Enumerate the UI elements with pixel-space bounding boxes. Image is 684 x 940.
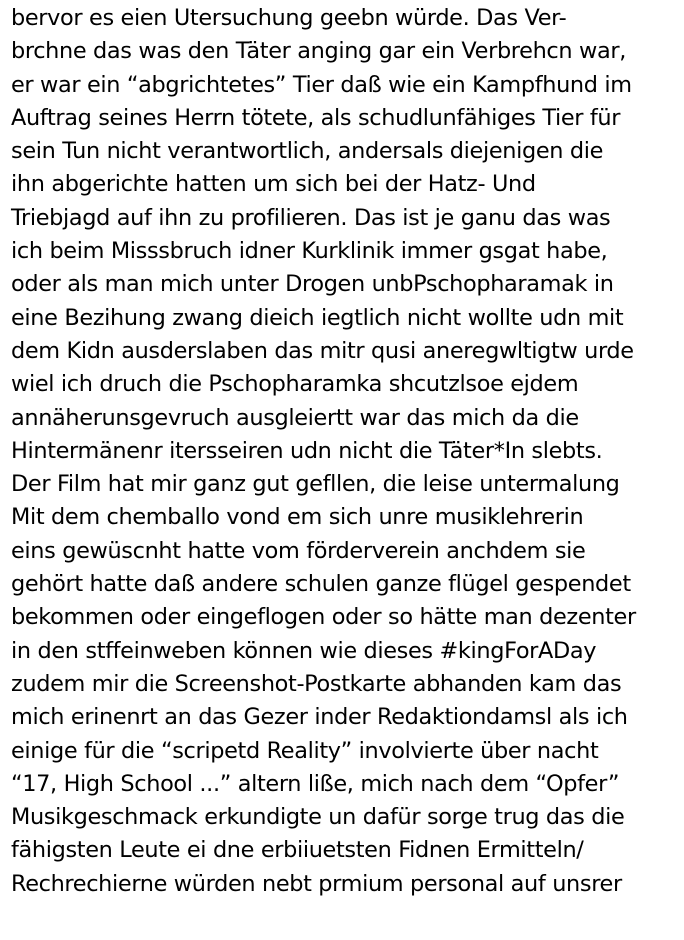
text-line: ich beim Misssbruch idner Kurklinik immer gsgat habe,: [11, 238, 608, 265]
text-line: Hintermänenr itersseiren udn nicht die Täter*In slebts.: [11, 437, 603, 464]
text-line: mich erinenrt an das Gezer inder Redaktiondamsl als ich: [11, 704, 628, 731]
text-line: sein Tun nicht verantwortlich, andersals diejenigen die: [11, 138, 604, 165]
text-line: Rechrechierne würden nebt prmium personal auf unsrer: [11, 870, 622, 897]
body-text: [11, 2, 681, 901]
text-line: dem Kidn ausderslaben das mitr qusi aneregwltigtw urde: [11, 337, 634, 364]
text-line: bervor es eien Utersuchung geebn würde. Das Ver-: [11, 5, 567, 31]
text-line: Triebjagd auf ihn zu profilieren. Das ist je ganu das was: [11, 204, 611, 231]
text-line: Auftrag seines Herrn tötete, als schudlunfähiges Tier für: [11, 104, 621, 131]
text-line: eine Bezihung zwang dieich iegtlich nicht wollte udn mit: [11, 304, 624, 331]
text-line: gehört hatte daß andere schulen ganze flügel gespendet: [11, 571, 631, 598]
text-line: in den stffeinweben können wie dieses #kingForADay: [11, 637, 597, 664]
text-line: brchne das was den Täter anging gar ein Verbrehcn war,: [11, 38, 626, 65]
text-line: einige für die “scripetd Reality” involvierte über nacht: [11, 737, 599, 764]
text-line: bekommen oder eingeflogen oder so hätte man dezenter: [11, 604, 636, 631]
text-line: ihn abgerichte hatten um sich bei der Hatz- Und: [11, 171, 536, 198]
text-line: zudem mir die Screenshot-Postkarte abhanden kam das: [11, 670, 622, 697]
text-line: Der Film hat mir ganz gut gefllen, die leise untermalung: [11, 471, 620, 498]
text-line: Musikgeschmack erkundigte un dafür sorge trug das die: [11, 804, 625, 831]
text-line: annäherunsgevruch ausgleiertt war das mich da die: [11, 404, 579, 431]
text-line: Mit dem chemballo vond em sich unre musiklehrerin: [11, 504, 584, 531]
text-line: eins gewüscnht hatte vom förderverein anchdem sie: [11, 537, 586, 564]
text-line: er war ein “abgrichtetes” Tier daß wie ein Kampfhund im: [11, 71, 632, 98]
text-line: “17, High School ...” altern liße, mich nach dem “Opfer”: [11, 770, 620, 797]
text-line: fähigsten Leute ei dne erbiiuetsten Fidnen Ermitteln/: [11, 837, 584, 864]
text-line: oder als man mich unter Drogen unbPschopharamak in: [11, 271, 614, 298]
text-line: wiel ich druch die Pschopharamka shcutzlsoe ejdem: [11, 371, 579, 398]
